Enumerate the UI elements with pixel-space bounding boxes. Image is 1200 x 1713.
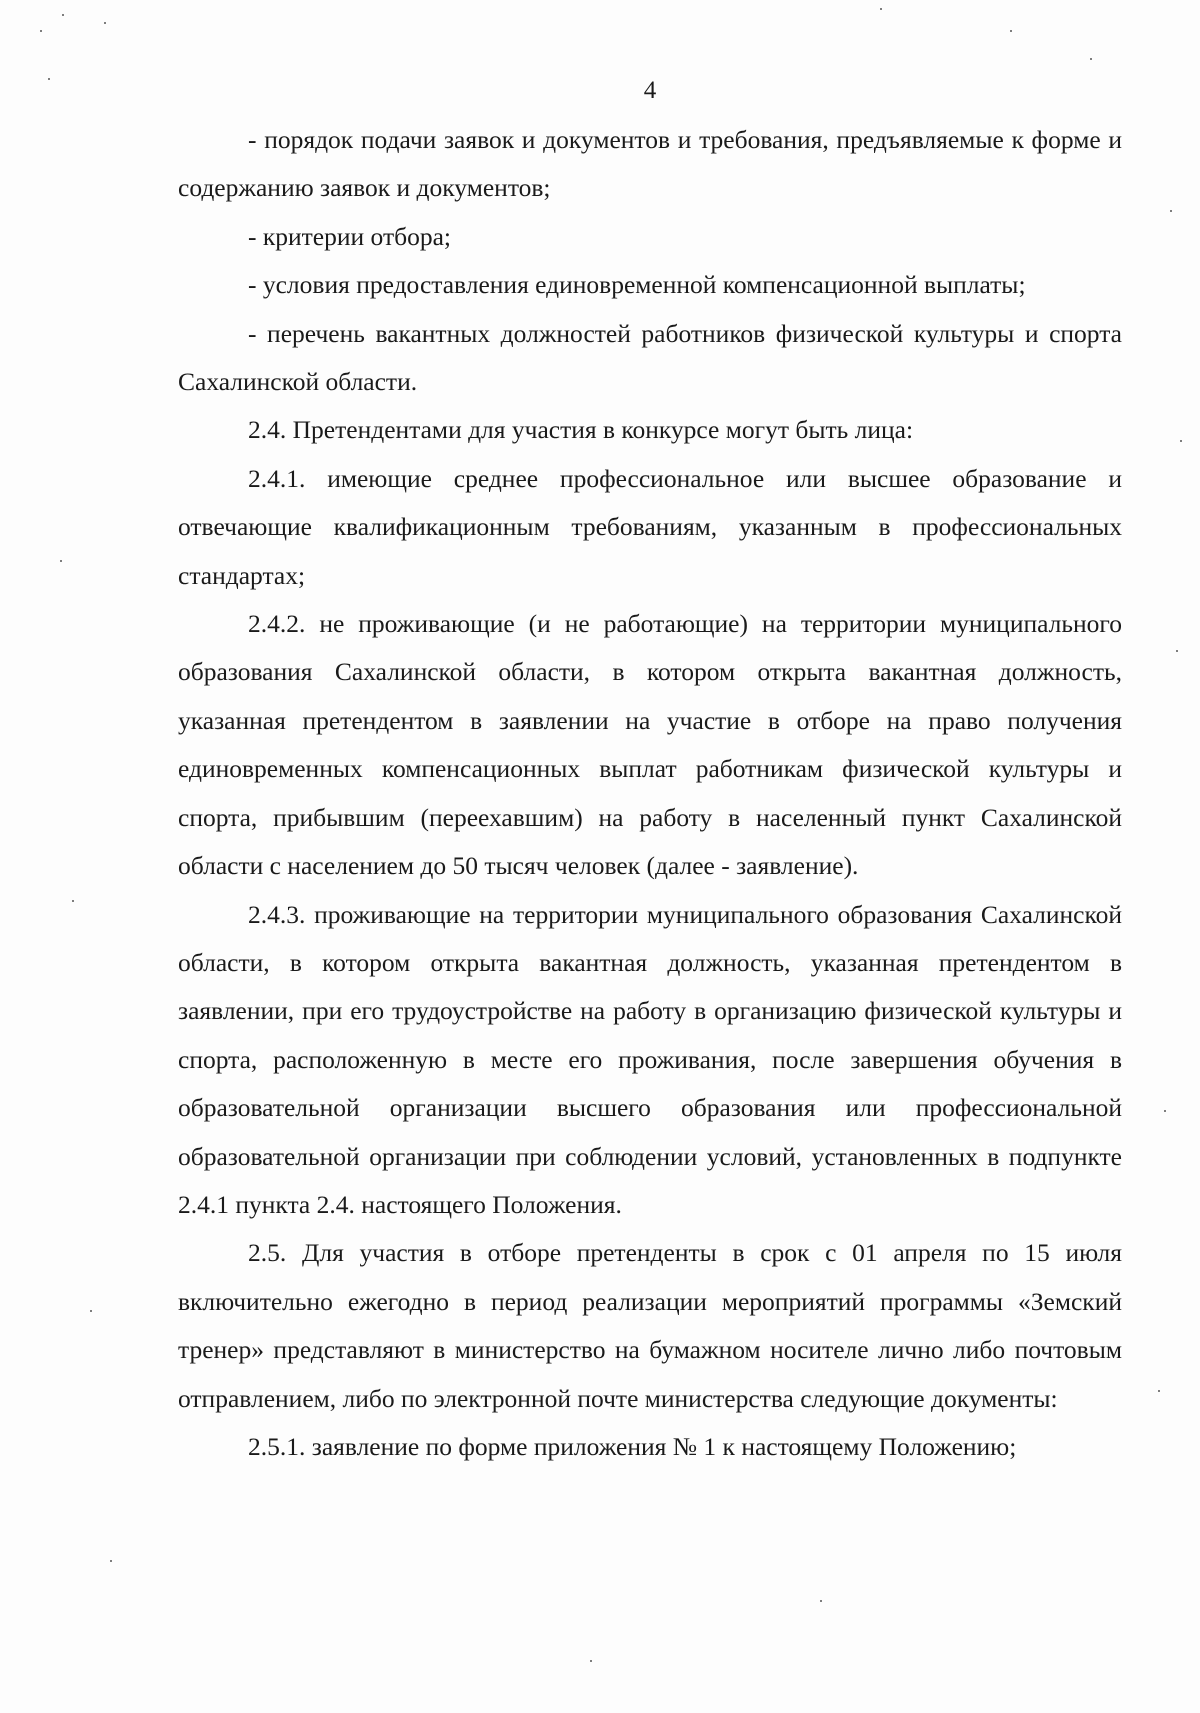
paragraph-2-4: 2.4. Претендентами для участия в конкурсе могут быть лица:	[248, 415, 914, 445]
scan-speck	[1090, 58, 1092, 60]
scan-speck	[72, 900, 74, 902]
scan-speck	[590, 1660, 592, 1662]
scan-speck	[880, 8, 882, 10]
paragraph-2-4-2: 2.4.2. не проживающие (и не работающие) на территории муниципального образования Сахалинской области, в котором открыта вакантная должность, указанная претендентом в заявлении на участие в отборе на право получения единовременных компенсационных выплат работникам физической культуры и спорта, прибывшим (переехавшим) на работу в населенный пункт Сахалинской области с населением до 50 тысяч человек (далее - заявление).	[178, 609, 1122, 881]
scan-speck	[60, 560, 62, 562]
scan-speck	[62, 14, 64, 16]
document-body	[178, 116, 1122, 1471]
paragraph-list-item-vacancy-list: - перечень вакантных должностей работников физической культуры и спорта Сахалинской области.	[178, 318, 1122, 397]
scan-speck	[1158, 1390, 1160, 1392]
scan-speck	[48, 78, 50, 80]
paragraph-list-item-selection-criteria: - критерии отбора;	[248, 221, 451, 251]
scan-speck	[820, 1600, 822, 1602]
scan-speck	[1180, 440, 1182, 442]
scan-speck	[1170, 210, 1172, 212]
paragraph-2-5-1: 2.5.1. заявление по форме приложения № 1 к настоящему Положению;	[248, 1431, 1017, 1461]
scan-speck	[1010, 30, 1012, 32]
paragraph-2-4-1: 2.4.1. имеющие среднее профессиональное или высшее образование и отвечающие квалификационным требованиям, указанным в профессиональных стандартах;	[178, 463, 1122, 590]
scan-speck	[1164, 1110, 1166, 1112]
scan-speck	[1176, 650, 1178, 652]
paragraph-list-item-payment-conditions: - условия предоставления единовременной компенсационной выплаты;	[248, 270, 1026, 300]
page-number: 4	[643, 77, 657, 104]
scan-speck	[40, 30, 42, 32]
paragraph-2-4-3: 2.4.3. проживающие на территории муниципального образования Сахалинской области, в котором открыта вакантная должность, указанная претендентом в заявлении, при его трудоустройстве на работу в организацию физической культуры и спорта, расположенную в месте его проживания, после завершения обучения в образовательной организации высшего образования или профессиональной образовательной организации при соблюдении условий, установленных в подпункте 2.4.1 пункта 2.4. настоящего Положения.	[178, 899, 1122, 1219]
scan-speck	[104, 22, 106, 24]
paragraph-list-item-submission-order: - порядок подачи заявок и документов и требования, предъявляемые к форме и содержанию заявок и документов;	[178, 125, 1122, 203]
scan-speck	[90, 1310, 92, 1312]
paragraph-2-5: 2.5. Для участия в отборе претенденты в срок с 01 апреля по 15 июля включительно ежегодно в период реализации мероприятий программы «Земский тренер» представляют в министерство на бумажном носителе лично либо почтовым отправлением, либо по электронной почте министерства следующие документы:	[178, 1238, 1122, 1413]
scan-speck	[110, 1560, 112, 1562]
